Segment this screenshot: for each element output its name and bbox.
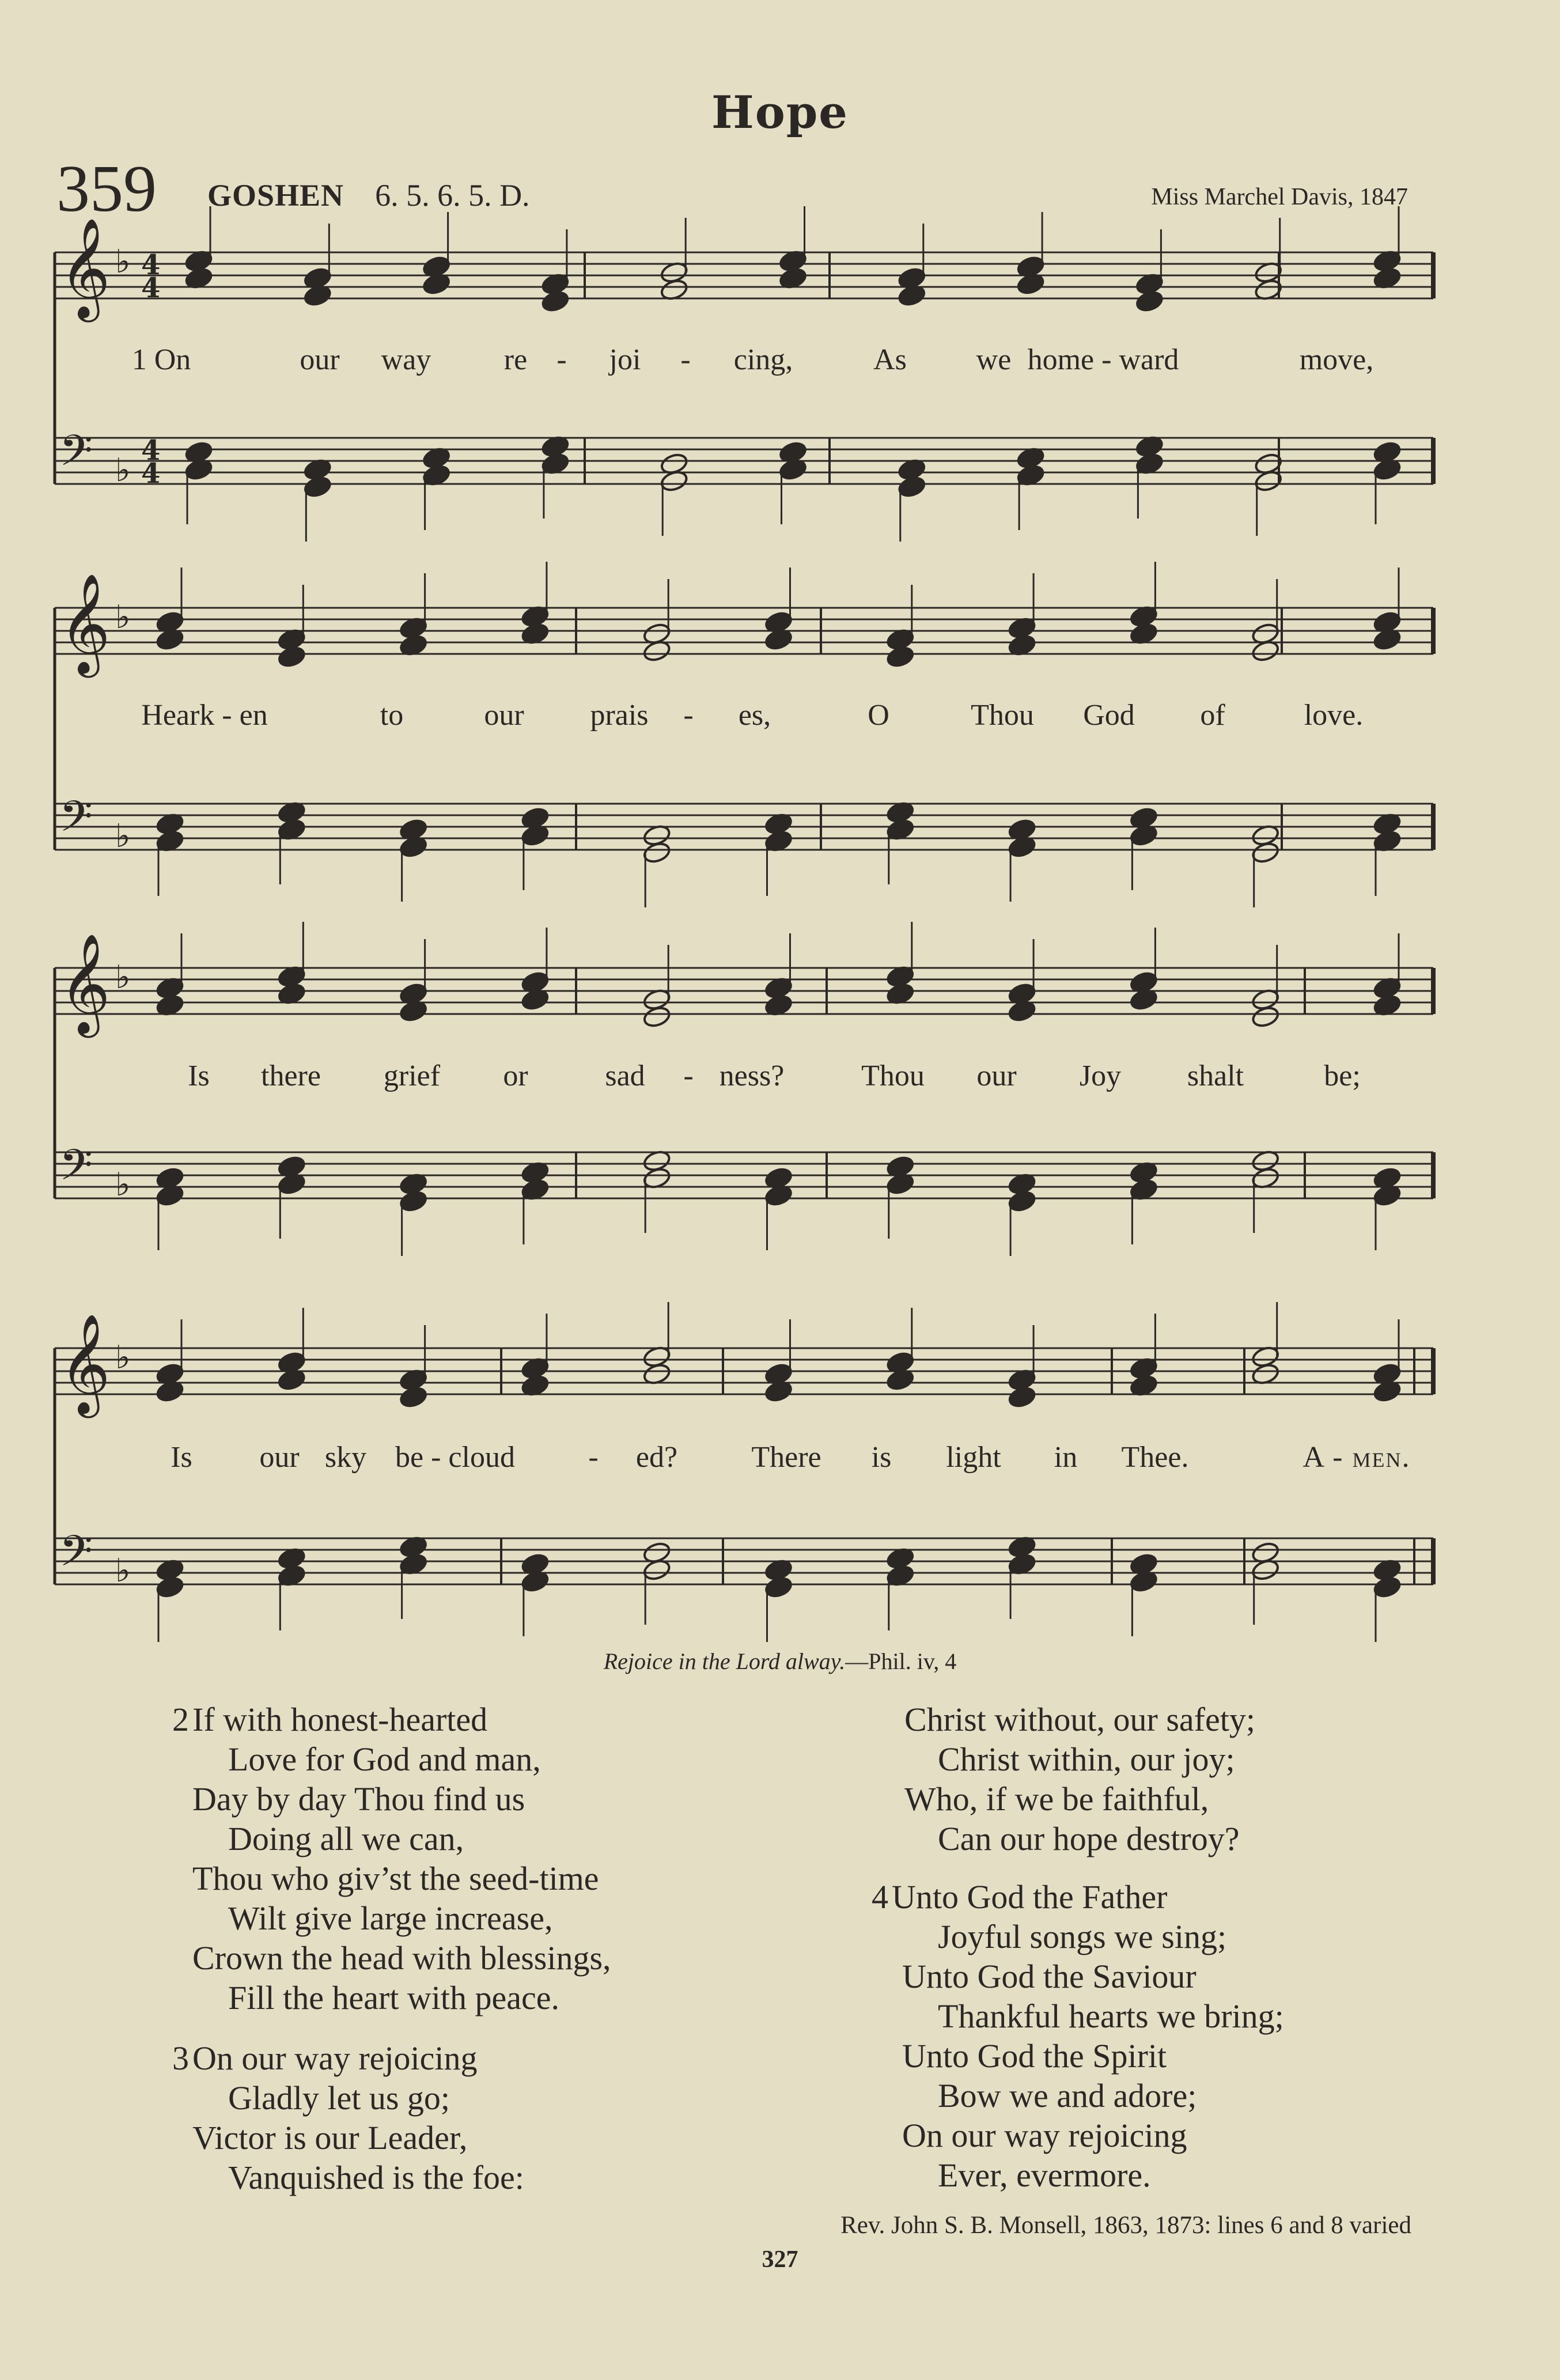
lyric-syllable: -: [683, 1060, 694, 1092]
lyric-syllable: God: [1083, 699, 1135, 732]
lyric-syllable: 1 On: [131, 343, 191, 376]
lyric-syllable: As: [873, 343, 907, 376]
lyric-syllable: es,: [738, 699, 771, 732]
stanza-line: Unto God the Saviour: [902, 1958, 1196, 1995]
stanza-line: Wilt give large increase,: [228, 1900, 553, 1937]
lyric-syllable: ness?: [719, 1060, 785, 1092]
note-head: [399, 1385, 428, 1409]
stanza-line: Ever, evermore.: [938, 2156, 1151, 2194]
lyric-syllable: Thou: [861, 1060, 925, 1092]
stanza-line: Christ without, our safety;: [904, 1701, 1255, 1738]
note-head: [897, 475, 926, 498]
scripture-citation: —Phil. iv, 4: [845, 1648, 957, 1674]
stanza-line: Crown the head with blessings,: [192, 1939, 611, 1977]
note-head: [1251, 841, 1280, 864]
stanza-line: Who, if we be faithful,: [904, 1780, 1209, 1818]
time-signature-denominator: 4: [141, 457, 161, 490]
note-head: [277, 645, 306, 668]
stanza-number: 4: [872, 1878, 888, 1916]
time-signature-numerator: 4: [141, 249, 161, 281]
hymn-number: 359: [56, 152, 157, 226]
lyric-syllable: Thee.: [1121, 1441, 1189, 1474]
lyric-syllable: be;: [1324, 1060, 1361, 1092]
note-head: [1008, 1385, 1037, 1409]
note-head: [1251, 1005, 1280, 1028]
lyric-syllable: our: [259, 1441, 300, 1474]
scripture-reference: [0, 1648, 1560, 1675]
lyric-syllable: re: [503, 343, 528, 376]
lyric-syllable: in: [1054, 1441, 1078, 1474]
tune-name: GOSHEN: [207, 178, 344, 213]
note-head: [764, 1575, 793, 1599]
stanza-line: Fill the heart with peace.: [228, 1979, 559, 2016]
lyric-syllable: to: [380, 699, 404, 732]
stanza-line: Victor is our Leader,: [192, 2119, 468, 2156]
stanza-2: [156, 1700, 611, 2018]
lyric-syllable: our: [976, 1060, 1017, 1092]
note-head: [1373, 1575, 1402, 1599]
stanza-line: Gladly let us go;: [228, 2079, 450, 2117]
lyric-syllable: or: [503, 1060, 528, 1092]
lyric-syllable: be - cloud: [395, 1441, 515, 1474]
stanza-line: Thankful hearts we bring;: [938, 1997, 1284, 2035]
lyric-syllable: our: [484, 699, 524, 732]
lyric-syllable: ed?: [635, 1441, 678, 1474]
stanza-3-continued: [904, 1700, 1255, 1859]
lyric-syllable: of: [1200, 699, 1225, 732]
page-number: 327: [762, 2246, 798, 2273]
treble-clef-icon: 𝄞: [59, 218, 111, 318]
stanza-line: If with honest-hearted: [192, 1701, 488, 1738]
stanza-line: On our way rejoicing: [192, 2040, 478, 2077]
stanza-4: [865, 1877, 1284, 2195]
stanza-line: Can our hope destroy?: [938, 1820, 1240, 1857]
stanza-line: Joyful songs we sing;: [938, 1918, 1227, 1955]
stanza-line: Doing all we can,: [228, 1820, 464, 1857]
lyric-syllable: our: [300, 343, 340, 376]
hymn-category-title: Hope: [711, 86, 849, 139]
flat-sign-icon: ♭: [115, 818, 131, 855]
lyric-syllable: -: [683, 699, 694, 732]
lyric-syllable: There: [751, 1441, 821, 1474]
lyric-syllable: -: [680, 343, 691, 376]
lyric-syllable: prais: [590, 699, 649, 732]
bass-clef-icon: 𝄢: [59, 426, 93, 486]
lyric-syllable: there: [261, 1060, 321, 1092]
stanza-number: 3: [172, 2040, 189, 2077]
meter: 6. 5. 6. 5. D.: [375, 178, 530, 213]
stanza-line: Bow we and adore;: [938, 2077, 1197, 2114]
lyric-syllable: home - ward: [1027, 343, 1179, 376]
note-head: [642, 1005, 672, 1028]
flat-sign-icon: ♭: [115, 243, 131, 281]
flat-sign-icon: ♭: [115, 599, 131, 636]
lyric-syllable: we: [976, 343, 1012, 376]
author-credit: Rev. John S. B. Monsell, 1863, 1873: lines 6 and 8 varied: [840, 2212, 1411, 2239]
stanza-line: Thou who giv’st the seed-time: [192, 1860, 599, 1897]
lyric-syllable: O: [868, 699, 889, 732]
bass-clef-icon: 𝄢: [59, 1526, 93, 1587]
note-head: [156, 1575, 185, 1599]
lyric-syllable: sky: [324, 1441, 367, 1474]
lyric-syllable: shalt: [1187, 1060, 1244, 1092]
flat-sign-icon: ♭: [115, 1552, 131, 1590]
note-head: [399, 1189, 428, 1213]
lyric-syllable: -: [556, 343, 567, 376]
lyric-syllable: Is: [171, 1441, 192, 1474]
lyric-syllable: light: [946, 1441, 1001, 1474]
scripture-text: Rejoice in the Lord alway.: [603, 1648, 846, 1674]
treble-clef-icon: 𝄞: [59, 933, 111, 1034]
lyric-syllable: move,: [1299, 343, 1374, 376]
stanza-line: Love for God and man,: [228, 1740, 541, 1778]
stanza-line: Day by day Thou find us: [192, 1780, 525, 1818]
lyric-syllable: Heark - en: [141, 699, 268, 732]
treble-clef-icon: 𝄞: [59, 573, 111, 673]
lyric-syllable: Is: [188, 1060, 210, 1092]
composer-credit: Miss Marchel Davis, 1847: [1151, 184, 1408, 210]
lyric-syllable: -: [588, 1441, 599, 1474]
lyric-syllable: is: [871, 1441, 892, 1474]
lyric-syllable: way: [381, 343, 431, 376]
flat-sign-icon: ♭: [115, 1166, 131, 1204]
bass-clef-icon: 𝄢: [59, 1140, 93, 1201]
note-head: [1135, 289, 1164, 313]
lyric-syllable: Thou: [971, 699, 1034, 732]
note-head: [885, 645, 915, 668]
treble-clef-icon: 𝄞: [59, 1314, 111, 1414]
lyric-syllable: Joy: [1079, 1060, 1122, 1092]
stanza-line: Vanquished is the foe:: [228, 2159, 524, 2196]
stanza-number: 2: [172, 1701, 189, 1738]
lyric-syllable: sad: [605, 1060, 645, 1092]
lyric-syllable: joi: [609, 343, 641, 376]
note-head: [642, 841, 672, 864]
stanza-line: On our way rejoicing: [902, 2117, 1187, 2154]
stanza-line: Unto God the Spirit: [902, 2037, 1167, 2075]
flat-sign-icon: ♭: [115, 959, 131, 996]
flat-sign-icon: ♭: [115, 452, 131, 489]
lyric-syllable: love.: [1304, 699, 1364, 732]
stanza-line: Christ within, our joy;: [938, 1740, 1235, 1778]
stanza-line: Unto God the Father: [892, 1878, 1168, 1916]
lyric-syllable: cing,: [733, 343, 793, 376]
flat-sign-icon: ♭: [115, 1339, 131, 1376]
note-head: [303, 475, 332, 498]
time-signature-numerator: 4: [141, 434, 161, 467]
time-signature-denominator: 4: [141, 272, 161, 304]
stanza-3: [156, 2038, 524, 2197]
note-head: [540, 289, 570, 313]
bass-clef-icon: 𝄢: [59, 792, 93, 852]
lyric-syllable: A - men.: [1302, 1441, 1411, 1474]
lyric-syllable: grief: [383, 1060, 441, 1092]
note-head: [1008, 1189, 1037, 1213]
